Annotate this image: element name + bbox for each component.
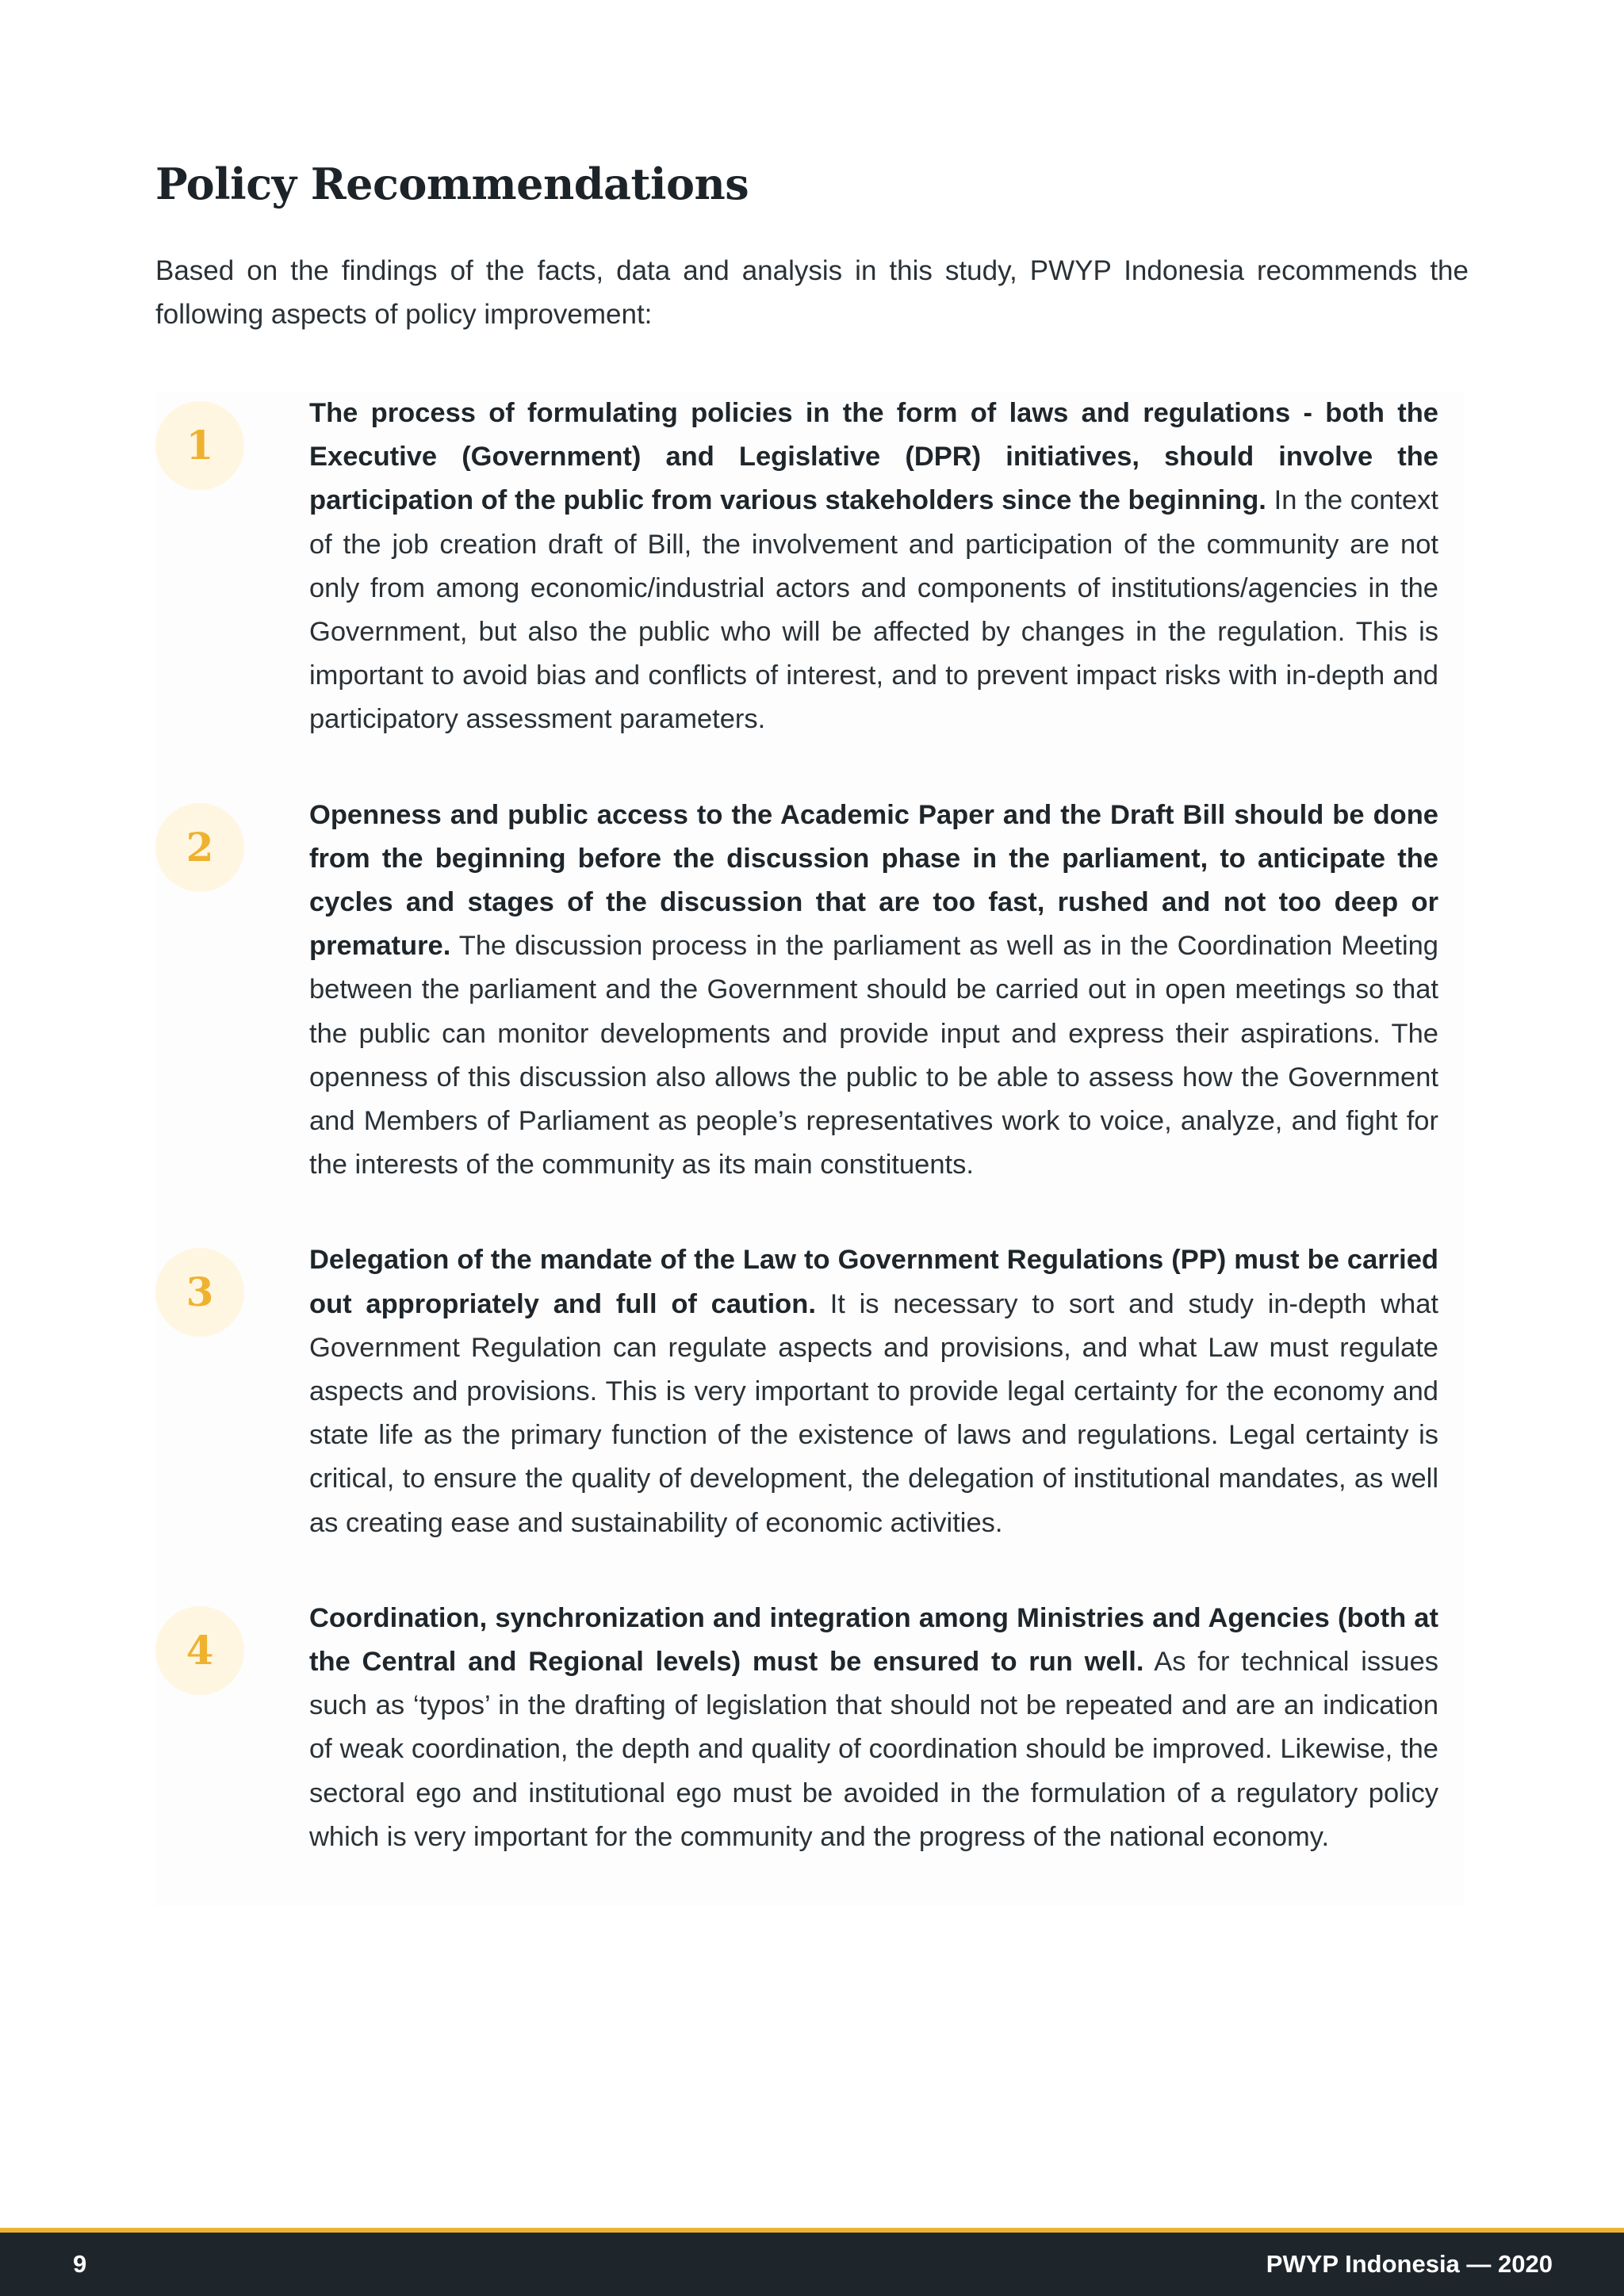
recommendation-number-badge: 2	[155, 803, 244, 892]
page-number: 9	[73, 2250, 87, 2278]
recommendations-list	[155, 392, 1438, 1859]
recommendation-text	[309, 1597, 1438, 1859]
recommendation-number-badge: 3	[155, 1248, 244, 1337]
recommendation-lead: Delegation of the mandate of the Law to Government Regulations (PP) must be carried out appropriately and full of caution.	[309, 1245, 1438, 1319]
recommendation-body: In the context of the job creation draft of Bill, the involvement and participation of the community are not only from among economic/industrial actors and components of institutions/agencies in the Government, but also the public who will be affected by changes in the regulation. This is important to avoid bias and conflicts of interest, and to prevent impact risks with in-depth and participatory assessment parameters.	[309, 485, 1438, 735]
recommendation-body: The discussion process in the parliament as well as in the Coordination Meeting between the parliament and the Government should be carried out in open meetings so that the public can monitor developments and provide input and express their aspirations. The openness of this discussion also allows the public to be able to assess how the Government and Members of Parliament as people’s representatives work to voice, analyze, and fight for the interests of the community as its main constituents.	[309, 931, 1438, 1181]
intro-paragraph: Based on the findings of the facts, data and analysis in this study, PWYP Indonesia recommends the following aspects of policy improvement:	[155, 255, 1469, 330]
recommendation-item	[155, 1597, 1438, 1859]
recommendation-number-badge: 4	[155, 1606, 244, 1695]
recommendation-text	[309, 794, 1438, 1188]
recommendation-lead: The process of formulating policies in the form of laws and regulations - both the Executive (Government) and Legislative (DPR) initiatives, should involve the participation of the public from various stakeholders since the beginning.	[309, 398, 1438, 516]
recommendation-text	[309, 1238, 1438, 1544]
footer-credit: PWYP Indonesia — 2020	[1266, 2250, 1553, 2278]
recommendation-lead: Coordination, synchronization and integration among Ministries and Agencies (both at the Central and Regional levels) must be ensured to run well.	[309, 1602, 1438, 1678]
recommendation-body: It is necessary to sort and study in-depth what Government Regulation can regulate aspects and provisions, and what Law must regulate aspects and provisions. This is very important to provide legal certainty for the economy and state life as the primary function of the existence of laws and regulations. Legal certainty is critical, to ensure the quality of development, the delegation of institutional mandates, as well as creating ease and sustainability of economic activities.	[309, 1288, 1439, 1538]
page-footer	[0, 2228, 1624, 2296]
page-title: Policy Recommendations	[155, 159, 749, 209]
recommendation-item	[155, 794, 1438, 1188]
recommendation-lead: Openness and public access to the Academic Paper and the Draft Bill should be done from the beginning before the discussion phase in the parliament, to anticipate the cycles and stages of the discussion that are too fast, rushed and not too deep or premature.	[309, 799, 1438, 962]
recommendation-item	[155, 1238, 1438, 1544]
recommendation-text	[309, 392, 1438, 742]
recommendation-number-badge: 1	[155, 401, 244, 490]
recommendation-item	[155, 392, 1438, 742]
recommendation-body: As for technical issues such as ‘typos’ in the drafting of legislation that should not be repeated and are an indication of weak coordination, the depth and quality of coordination should be improved. Likewise, the sectoral ego and institutional ego must be avoided in the formulation of a regulatory policy which is very important for the community and the progress of the national economy.	[309, 1647, 1439, 1852]
